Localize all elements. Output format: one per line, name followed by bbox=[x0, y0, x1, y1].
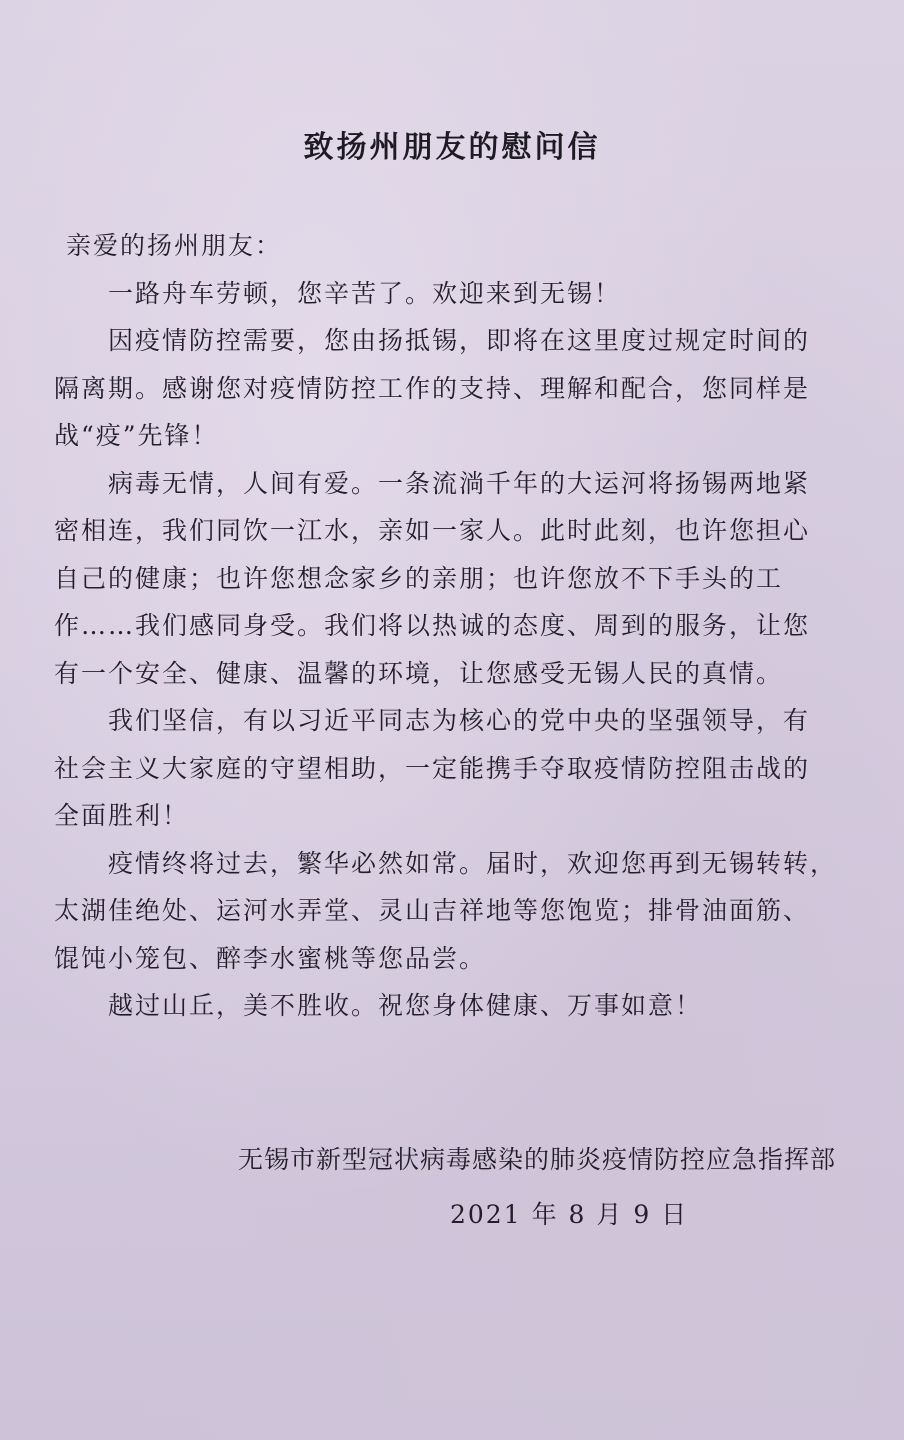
letter-line: 社会主义大家庭的守望相助，一定能携手夺取疫情防控阻击战的 bbox=[54, 753, 811, 783]
letter-title: 致扬州朋友的慰问信 bbox=[303, 130, 601, 165]
signature: 无锡市新型冠状病毒感染的肺炎疫情防控应急指挥部 bbox=[238, 1145, 837, 1174]
salutation: 亲爱的扬州朋友： bbox=[66, 231, 283, 260]
letter-body bbox=[54, 222, 854, 1030]
letter-line: 隔离期。感谢您对疫情防控工作的支持、理解和配合，您同样是 bbox=[54, 373, 811, 403]
letter-line: 因疫情防控需要，您由扬抵锡，即将在这里度过规定时间的 bbox=[108, 326, 811, 355]
letter-line: 馄饨小笼包、醉李水蜜桃等您品尝。 bbox=[54, 943, 487, 973]
letter-line: 有一个安全、健康、温馨的环境，让您感受无锡人民的真情。 bbox=[54, 658, 784, 688]
letter-line: 密相连，我们同饮一江水，亲如一家人。此时此刻，也许您担心 bbox=[54, 516, 811, 545]
letter-line: 战“疫”先锋！ bbox=[54, 421, 219, 450]
letter-line: 我们坚信，有以习近平同志为核心的党中央的坚强领导，有 bbox=[108, 706, 811, 735]
letter-line: 疫情终将过去，繁华必然如常。届时，欢迎您再到无锡转转， bbox=[108, 848, 838, 878]
letter-line: 作……我们感同身受。我们将以热诚的态度、周到的服务，让您 bbox=[54, 611, 811, 640]
letter-line: 病毒无情，人间有爱。一条流淌千年的大运河将扬锡两地紧 bbox=[108, 468, 811, 498]
letter-line: 自己的健康；也许您想念家乡的亲朋；也许您放不下手头的工 bbox=[54, 563, 784, 593]
letter-date: 2021 年 8 月 9 日 bbox=[450, 1200, 689, 1229]
letter-line: 一路舟车劳顿，您辛苦了。欢迎来到无锡！ bbox=[108, 278, 622, 308]
letter-line: 越过山丘，美不胜收。祝您身体健康、万事如意！ bbox=[108, 991, 703, 1020]
letter-line: 太湖佳绝处、运河水弄堂、灵山吉祥地等您饱览；排骨油面筋、 bbox=[54, 896, 811, 925]
letter-line: 全面胜利！ bbox=[54, 801, 190, 830]
